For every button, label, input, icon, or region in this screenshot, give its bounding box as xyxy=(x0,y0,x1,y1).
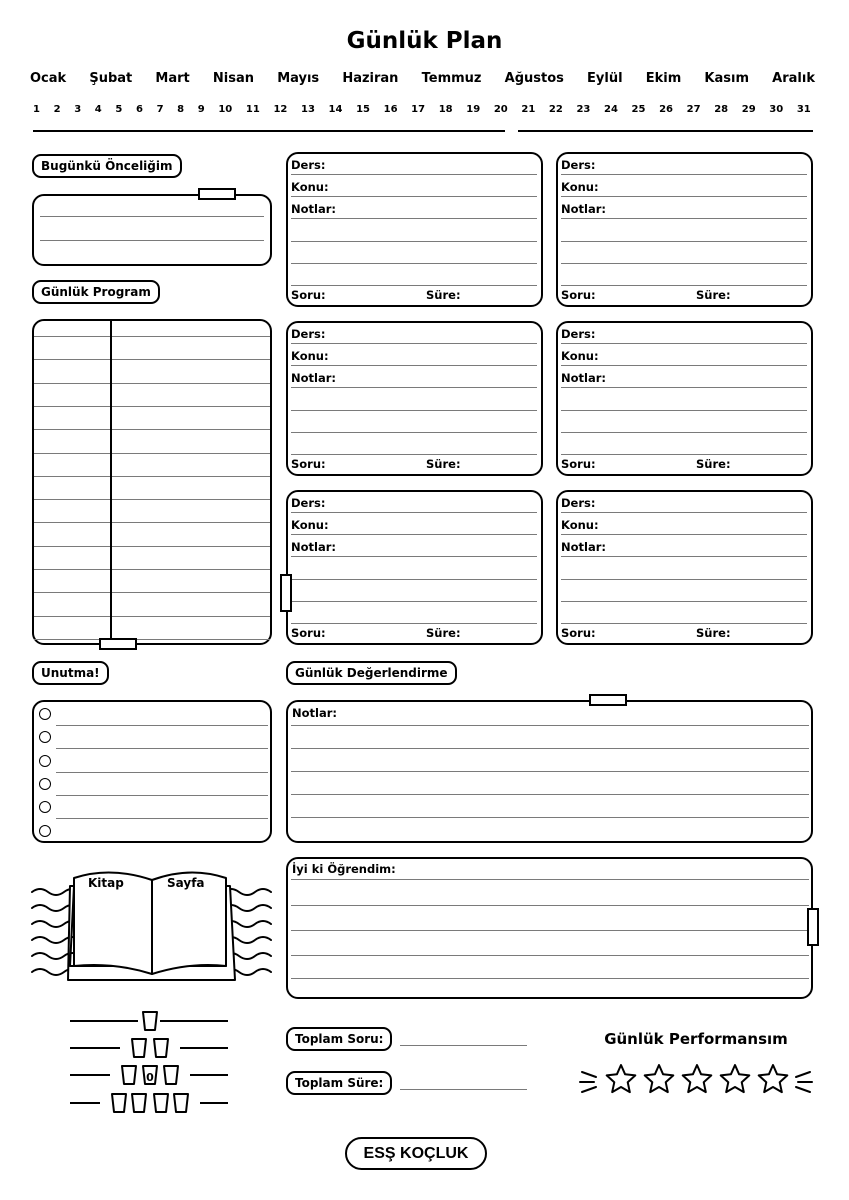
water-glasses-icon xyxy=(70,1008,235,1118)
day-item[interactable]: 27 xyxy=(686,104,701,115)
day-item[interactable]: 28 xyxy=(714,104,729,115)
lesson-subject-label: Ders: xyxy=(291,327,326,341)
writing-line xyxy=(561,387,807,388)
writing-line xyxy=(291,725,809,726)
learned-box[interactable] xyxy=(286,857,813,999)
day-item[interactable]: 24 xyxy=(604,104,618,115)
writing-line xyxy=(291,174,537,175)
month-item[interactable]: Kasım xyxy=(704,71,750,86)
day-item[interactable]: 7 xyxy=(156,104,164,115)
month-item[interactable]: Aralık xyxy=(772,71,815,86)
lesson-time-label: Süre: xyxy=(426,626,461,640)
writing-line xyxy=(34,476,270,477)
priority-label: Bugünkü Önceliğim xyxy=(32,154,182,178)
day-item[interactable]: 15 xyxy=(356,104,370,115)
open-book-icon xyxy=(30,862,275,987)
total-time-label: Toplam Süre: xyxy=(286,1071,392,1095)
writing-line xyxy=(34,639,270,640)
book-left-label: Kitap xyxy=(88,876,124,890)
day-item[interactable]: 30 xyxy=(769,104,784,115)
checkbox-circle[interactable] xyxy=(39,708,51,720)
page-title: Günlük Plan xyxy=(346,28,503,54)
lesson-card[interactable] xyxy=(286,152,543,307)
day-item[interactable]: 1 xyxy=(33,104,40,115)
lesson-topic-label: Konu: xyxy=(291,518,329,532)
writing-line xyxy=(56,818,268,819)
day-item[interactable]: 17 xyxy=(411,104,426,115)
writing-line xyxy=(34,592,270,593)
writing-line xyxy=(561,454,807,455)
lesson-topic-label: Konu: xyxy=(561,180,599,194)
writing-line xyxy=(291,410,537,411)
writing-line xyxy=(561,579,807,580)
writing-line xyxy=(56,725,268,726)
date-line-left xyxy=(33,130,505,132)
day-item[interactable]: 20 xyxy=(493,104,508,115)
day-item[interactable]: 2 xyxy=(53,104,61,115)
day-selector xyxy=(33,104,811,115)
writing-line xyxy=(34,616,270,617)
day-item[interactable]: 11 xyxy=(245,104,260,115)
priority-box[interactable] xyxy=(32,194,272,266)
sparkle-icon xyxy=(796,1072,810,1077)
reminder-label: Unutma! xyxy=(32,661,109,685)
writing-line xyxy=(291,930,809,931)
writing-line xyxy=(561,512,807,513)
writing-line xyxy=(561,432,807,433)
writing-line xyxy=(291,365,537,366)
writing-line xyxy=(291,879,809,880)
tape-decoration xyxy=(807,908,819,946)
day-item[interactable]: 4 xyxy=(94,104,102,115)
day-item[interactable]: 29 xyxy=(741,104,756,115)
writing-line xyxy=(34,336,270,337)
writing-line xyxy=(561,410,807,411)
checkbox-circle[interactable] xyxy=(39,801,51,813)
lesson-questions-label: Soru: xyxy=(561,626,596,640)
lesson-notes-label: Notlar: xyxy=(561,371,606,385)
month-item[interactable]: Mayıs xyxy=(277,71,320,86)
month-item[interactable]: Şubat xyxy=(89,71,133,86)
lesson-time-label: Süre: xyxy=(426,288,461,302)
writing-line xyxy=(56,748,268,749)
writing-line xyxy=(291,794,809,795)
lesson-topic-label: Konu: xyxy=(291,180,329,194)
glass-center-label: 0 xyxy=(146,1071,154,1084)
tape-decoration xyxy=(589,694,627,706)
day-item[interactable]: 3 xyxy=(74,104,82,115)
writing-line xyxy=(291,343,537,344)
month-item[interactable]: Ağustos xyxy=(504,71,564,86)
writing-line xyxy=(561,343,807,344)
lesson-questions-label: Soru: xyxy=(561,288,596,302)
checkbox-circle[interactable] xyxy=(39,755,51,767)
tape-decoration xyxy=(280,574,292,612)
writing-line xyxy=(34,359,270,360)
writing-line xyxy=(291,454,537,455)
day-item[interactable]: 25 xyxy=(631,104,646,115)
month-item[interactable]: Haziran xyxy=(342,71,399,86)
lesson-card[interactable] xyxy=(286,490,543,645)
writing-line xyxy=(561,285,807,286)
writing-line xyxy=(34,569,270,570)
day-item[interactable]: 13 xyxy=(300,104,315,115)
writing-line xyxy=(291,748,809,749)
time-column-divider xyxy=(110,321,112,643)
month-item[interactable]: Eylül xyxy=(587,71,623,86)
total-questions-field[interactable] xyxy=(400,1045,527,1046)
writing-line xyxy=(291,196,537,197)
lesson-time-label: Süre: xyxy=(426,457,461,471)
writing-line xyxy=(291,263,537,264)
performance-rating[interactable] xyxy=(580,1060,812,1100)
day-item[interactable]: 19 xyxy=(466,104,481,115)
writing-line xyxy=(291,556,537,557)
day-item[interactable]: 10 xyxy=(218,104,233,115)
day-item[interactable]: 26 xyxy=(659,104,674,115)
lesson-card[interactable] xyxy=(286,321,543,476)
program-label: Günlük Program xyxy=(32,280,160,304)
lesson-subject-label: Ders: xyxy=(291,158,326,172)
writing-line xyxy=(291,218,537,219)
month-item[interactable]: Ocak xyxy=(30,71,67,86)
star-icon[interactable] xyxy=(683,1065,712,1092)
sparkle-icon xyxy=(582,1087,596,1092)
writing-line xyxy=(291,241,537,242)
lesson-notes-label: Notlar: xyxy=(291,540,336,554)
day-item[interactable]: 22 xyxy=(548,104,563,115)
writing-line xyxy=(291,978,809,979)
evaluation-label: Günlük Değerlendirme xyxy=(286,661,457,685)
lesson-notes-label: Notlar: xyxy=(561,540,606,554)
lesson-card[interactable] xyxy=(556,321,813,476)
writing-line xyxy=(561,623,807,624)
lesson-topic-label: Konu: xyxy=(561,349,599,363)
sparkle-icon xyxy=(796,1087,810,1092)
writing-line xyxy=(291,512,537,513)
writing-line xyxy=(291,623,537,624)
brand-logo: ESŞ KOÇLUK xyxy=(345,1137,487,1170)
checkbox-circle[interactable] xyxy=(39,731,51,743)
writing-line xyxy=(561,263,807,264)
writing-line xyxy=(561,556,807,557)
writing-line xyxy=(34,429,270,430)
month-item[interactable]: Nisan xyxy=(212,71,255,86)
writing-line xyxy=(291,817,809,818)
writing-line xyxy=(34,499,270,500)
lesson-notes-label: Notlar: xyxy=(291,202,336,216)
checkbox-circle[interactable] xyxy=(39,825,51,837)
month-item[interactable]: Mart xyxy=(155,71,190,86)
lesson-notes-label: Notlar: xyxy=(561,202,606,216)
schedule-box[interactable] xyxy=(32,319,272,645)
lesson-questions-label: Soru: xyxy=(291,457,326,471)
writing-line xyxy=(561,196,807,197)
tape-decoration xyxy=(99,638,137,650)
writing-line xyxy=(291,534,537,535)
total-time-field[interactable] xyxy=(400,1089,527,1090)
checkbox-circle[interactable] xyxy=(39,778,51,790)
writing-line xyxy=(561,534,807,535)
day-item[interactable]: 21 xyxy=(521,104,536,115)
writing-line xyxy=(561,241,807,242)
date-line-right xyxy=(518,130,813,132)
lesson-subject-label: Ders: xyxy=(561,496,596,510)
writing-line xyxy=(34,383,270,384)
learned-label: İyi ki Öğrendim: xyxy=(292,862,396,876)
evaluation-notes-label: Notlar: xyxy=(292,706,337,720)
writing-line xyxy=(56,772,268,773)
sparkle-icon xyxy=(582,1072,596,1077)
writing-line xyxy=(40,216,264,217)
star-icon[interactable] xyxy=(721,1065,750,1092)
book-right-label: Sayfa xyxy=(167,876,205,890)
writing-line xyxy=(291,387,537,388)
writing-line xyxy=(34,522,270,523)
writing-line xyxy=(561,601,807,602)
writing-line xyxy=(291,955,809,956)
writing-line xyxy=(561,218,807,219)
lesson-subject-label: Ders: xyxy=(561,327,596,341)
writing-line xyxy=(34,453,270,454)
lesson-subject-label: Ders: xyxy=(291,496,326,510)
performance-title: Günlük Performansım xyxy=(604,1030,788,1048)
day-item[interactable]: 6 xyxy=(135,104,143,115)
day-item[interactable]: 18 xyxy=(438,104,453,115)
month-item[interactable]: Ekim xyxy=(645,71,682,86)
lesson-time-label: Süre: xyxy=(696,288,731,302)
day-item[interactable]: 12 xyxy=(273,104,288,115)
day-item[interactable]: 14 xyxy=(328,104,343,115)
writing-line xyxy=(40,240,264,241)
tape-decoration xyxy=(198,188,236,200)
writing-line xyxy=(291,601,537,602)
star-icon[interactable] xyxy=(645,1065,674,1092)
lesson-time-label: Süre: xyxy=(696,457,731,471)
day-item[interactable]: 5 xyxy=(115,104,123,115)
writing-line xyxy=(291,905,809,906)
writing-line xyxy=(56,795,268,796)
writing-line xyxy=(34,546,270,547)
day-item[interactable]: 9 xyxy=(197,104,205,115)
lesson-questions-label: Soru: xyxy=(561,457,596,471)
writing-line xyxy=(291,432,537,433)
day-item[interactable]: 23 xyxy=(576,104,591,115)
writing-line xyxy=(291,771,809,772)
day-item[interactable]: 16 xyxy=(383,104,398,115)
lesson-card[interactable] xyxy=(556,152,813,307)
lesson-card[interactable] xyxy=(556,490,813,645)
lesson-topic-label: Konu: xyxy=(291,349,329,363)
lesson-topic-label: Konu: xyxy=(561,518,599,532)
lesson-questions-label: Soru: xyxy=(291,288,326,302)
writing-line xyxy=(291,579,537,580)
lesson-notes-label: Notlar: xyxy=(291,371,336,385)
month-selector xyxy=(30,71,815,86)
writing-line xyxy=(561,174,807,175)
day-item[interactable]: 31 xyxy=(796,104,811,115)
writing-line xyxy=(561,365,807,366)
lesson-questions-label: Soru: xyxy=(291,626,326,640)
day-item[interactable]: 8 xyxy=(177,104,185,115)
total-questions-label: Toplam Soru: xyxy=(286,1027,392,1051)
star-icon[interactable] xyxy=(759,1065,788,1092)
lesson-time-label: Süre: xyxy=(696,626,731,640)
star-icon[interactable] xyxy=(607,1065,636,1092)
evaluation-notes-box[interactable] xyxy=(286,700,813,843)
reminder-box[interactable] xyxy=(32,700,272,843)
writing-line xyxy=(291,285,537,286)
month-item[interactable]: Temmuz xyxy=(421,71,482,86)
lesson-subject-label: Ders: xyxy=(561,158,596,172)
writing-line xyxy=(34,406,270,407)
